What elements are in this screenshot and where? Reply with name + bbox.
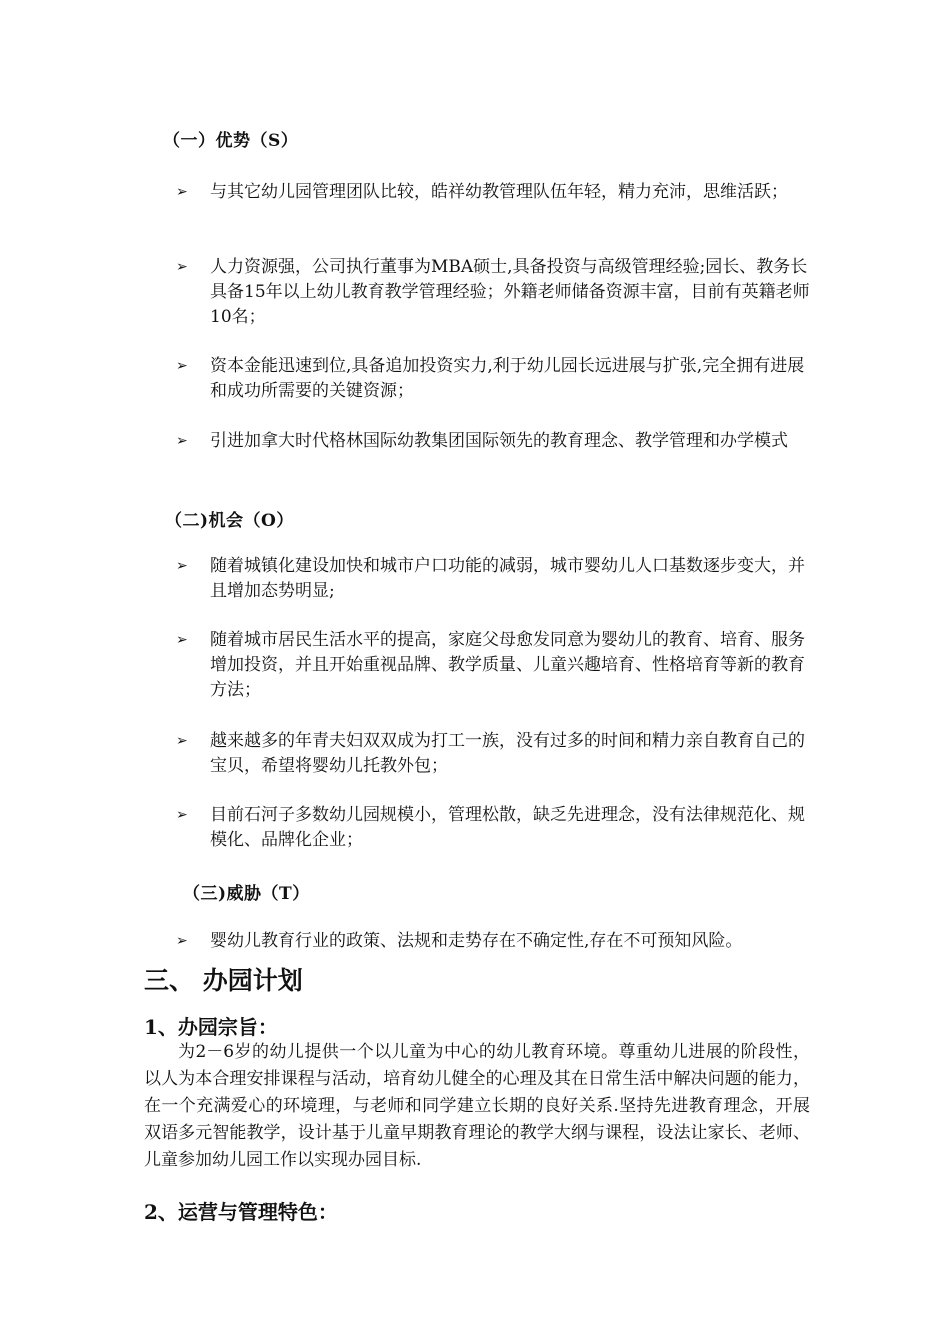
list-item-text: 婴幼儿教育行业的政策、法规和走势存在不确定性,存在不可预知风险。 — [210, 931, 743, 951]
arrowhead-bullet-icon: ➢ — [176, 933, 188, 949]
body-paragraph: 为2－6岁的幼儿提供一个以儿童为中心的幼儿教育环境。尊重幼儿进展的阶段性，以人为本合理安排课程与活动，培育幼儿健全的心理及其在日常生活中解决问题的能力，在一个充满爱心的环境理，与老师和同学建立长期的良好关系.坚持先进教育理念，开展双语多元智能教学，设计基于儿童早期教育理论的教学大纲与课程，设法让家长、老师、儿童参加幼儿园工作以实现办园目标. — [144, 1042, 810, 1170]
strengths-heading: （一）优势（S） — [163, 131, 299, 151]
list-item-text: 目前石河子多数幼儿园规模小，管理松散，缺乏先进理念，没有法律规范化、规模化、品牌化企业； — [210, 805, 805, 850]
arrowhead-bullet-icon: ➢ — [176, 358, 188, 374]
list-item-text: 人力资源强，公司执行董事为MBA硕士,具备投资与高级管理经验;园长、教务长具备15年以上幼儿教育教学管理经验；外籍老师储备资源丰富，目前有英籍老师10名； — [210, 257, 810, 327]
arrowhead-bullet-icon: ➢ — [176, 733, 188, 749]
opportunities-heading: （二)机会（O） — [165, 511, 294, 531]
list-item-text: 越来越多的年青夫妇双双成为打工一族，没有过多的时间和精力亲自教育自己的宝贝，希望将婴幼儿托教外包； — [210, 731, 805, 776]
arrowhead-bullet-icon: ➢ — [176, 433, 188, 449]
list-item-text: 资本金能迅速到位,具备追加投资实力,利于幼儿园长远进展与扩张,完全拥有进展和成功所需要的关键资源； — [210, 356, 805, 401]
threats-heading: （三)威胁（T） — [183, 884, 310, 904]
arrowhead-bullet-icon: ➢ — [176, 558, 188, 574]
arrowhead-bullet-icon: ➢ — [176, 807, 188, 823]
arrowhead-bullet-icon: ➢ — [176, 259, 188, 275]
arrowhead-bullet-icon: ➢ — [176, 184, 188, 200]
subsection-heading: 1、办园宗旨： — [144, 1015, 278, 1039]
subsection-heading: 2、运营与管理特色： — [144, 1200, 338, 1224]
arrowhead-bullet-icon: ➢ — [176, 632, 188, 648]
list-item-text: 引进加拿大时代格林国际幼教集团国际领先的教育理念、教学管理和办学模式 — [210, 431, 788, 451]
list-item-text: 与其它幼儿园管理团队比较，皓祥幼教管理队伍年轻，精力充沛，思维活跃； — [210, 182, 788, 202]
list-item-text: 随着城市居民生活水平的提高，家庭父母愈发同意为婴幼儿的教育、培育、服务增加投资，并且开始重视品牌、教学质量、儿童兴趣培育、性格培育等新的教育方法； — [210, 630, 805, 700]
section-heading: 三、 办园计划 — [144, 966, 303, 995]
list-item-text: 随着城镇化建设加快和城市户口功能的减弱，城市婴幼儿人口基数逐步变大，并且增加态势明显; — [210, 556, 805, 601]
